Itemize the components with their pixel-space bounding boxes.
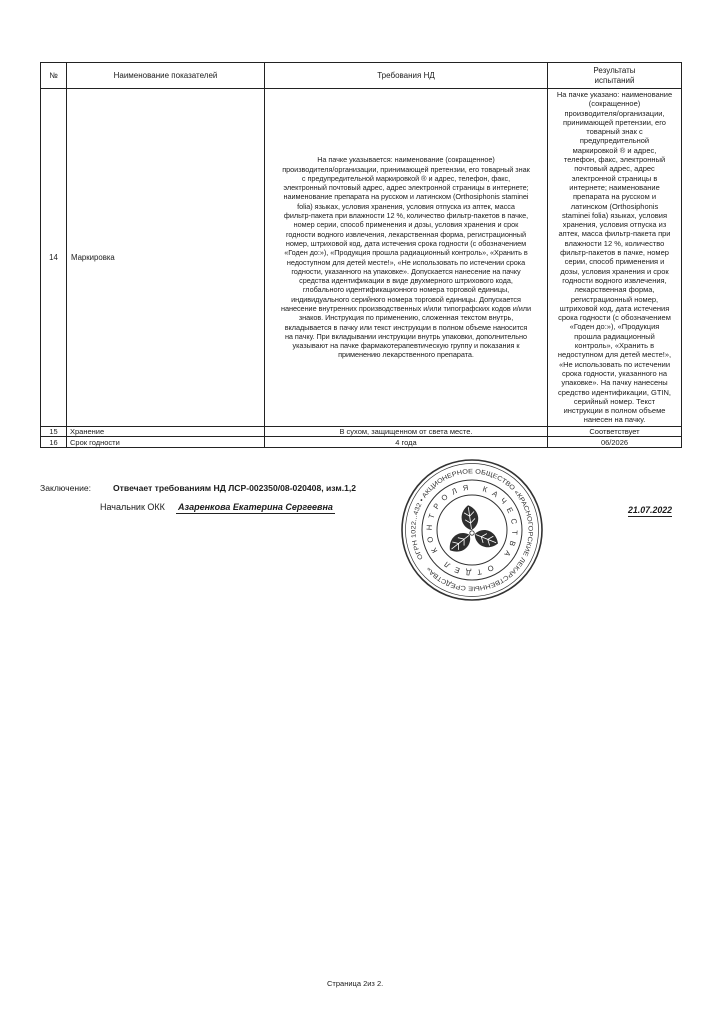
- text-line: регистрационный номер,: [570, 294, 659, 304]
- text-line: интернете; наименование: [569, 182, 660, 192]
- stamp-inner-text: ОТДЕЛ КОНТРОЛЯ КАЧЕСТВА: [424, 482, 520, 578]
- row-requirements: 4 года: [395, 437, 417, 447]
- row-16-num: [41, 437, 67, 448]
- text-line: дозы, условия хранения и срок: [560, 266, 669, 276]
- header-num-label: №: [49, 71, 58, 80]
- text-line: серии, способ применения и: [564, 257, 665, 267]
- text-line: принимающей претензии, его: [563, 117, 666, 127]
- text-line: На пачке указано: наименование: [556, 90, 673, 99]
- text-line: знаков. Инструкция по применению, сложенная текстом внутрь,: [298, 313, 514, 323]
- results-table: [40, 62, 682, 448]
- row-16-result: [548, 437, 682, 448]
- text-line: контроль», «Хранить в: [574, 341, 655, 351]
- text-line: folia) языках, условия хранения, условия отпуска из аптек, масса: [297, 201, 515, 211]
- text-line: нанесение внутренних производственных и/или типографских кодов и/или: [280, 303, 531, 313]
- text-line: «Годен до:»), «Продукция: [569, 322, 660, 332]
- text-line: годности, указанного на упаковке». Допускается нанесение на пачку: [291, 266, 521, 276]
- text-line: наименование препарата на русском и латинском (Orthosiphonis staminei: [283, 192, 529, 202]
- text-line: (сокращенное): [588, 99, 641, 109]
- row-num: 14: [49, 253, 58, 262]
- text-line: staminei folia) языках, условия: [561, 210, 668, 220]
- row-result: Соответствует: [589, 427, 640, 436]
- text-line: индивидуального серийного номера торговой единицы. Допускается: [291, 294, 521, 304]
- row-14-requirements: [265, 89, 548, 427]
- text-line: электронной страницы в: [571, 173, 658, 183]
- text-line: аптек, масса фильтр-пакета при: [558, 229, 671, 239]
- row-14-name: [67, 89, 265, 427]
- text-line: с предупредительной маркировкой ® и адрес, телефон, факс,: [301, 173, 511, 183]
- header-name: [67, 63, 265, 89]
- text-line: электронный почтовый адрес, адрес электронной страницы в интернете;: [283, 183, 529, 193]
- text-line: прошла радиационный: [574, 331, 655, 341]
- row-name: Срок годности: [70, 437, 120, 447]
- text-line: недоступном для детей месте!»,: [557, 350, 672, 360]
- header-results-label-2: испытаний: [594, 76, 635, 85]
- text-line: недоступном для детей месте!», «Не использовать по истечении срока: [286, 257, 526, 267]
- row-15-name: [67, 427, 265, 437]
- text-line: влажности 12 %, количество: [564, 238, 665, 248]
- text-line: телефон, факс, электронный: [563, 155, 666, 165]
- text-line: предупредительной: [579, 136, 650, 146]
- text-line: маркировкой ® и адрес,: [572, 145, 657, 155]
- header-requirements-label: Требования НД: [377, 71, 435, 80]
- text-line: латинском (Orthosiphonis: [570, 201, 659, 211]
- row-16-name: [67, 437, 265, 448]
- row-requirements: В сухом, защищенном от света месте.: [339, 427, 473, 436]
- text-line: срока годности, указанного на: [561, 368, 668, 378]
- text-line: срока годности (с обозначением: [558, 313, 671, 323]
- stamp-rings: [402, 460, 542, 600]
- text-line: годности водного извлечения,: [562, 275, 667, 285]
- stamp-outer-text: ОГРН 1022...432 • АКЦИОНЕРНОЕ ОБЩЕСТВО «КРАСНОГОРСКИЕ ЛЕКАРСТВЕННЫЕ СРЕДСТВА»: [410, 468, 534, 592]
- text-line: штриховой код, дата истечения: [559, 303, 670, 313]
- signatory-position: Начальник ОКК: [100, 502, 165, 512]
- page-number: Страница 2из 2.: [327, 979, 384, 988]
- text-line: фильтр-пакета при влажности 12 %, количество фильтр-пакетов в пачке,: [283, 211, 529, 221]
- row-15-requirements: [265, 427, 548, 437]
- header-results: [548, 63, 682, 89]
- text-line: «Не использовать по истечении: [558, 359, 671, 369]
- row-name: Маркировка: [71, 253, 115, 262]
- text-line: глобального идентификационного номера торговой единицы,: [302, 285, 510, 295]
- text-line: фильтр-пакетов в пачке, номер: [560, 248, 669, 258]
- text-line: производителя/организации, принимающей претензии, его товарный знак: [282, 164, 530, 174]
- row-num: 15: [49, 427, 58, 436]
- quality-control-stamp: [400, 458, 544, 602]
- text-line: средства идентификации в виде двухмерного штрихового кода,: [299, 276, 513, 286]
- text-line: вкладывается в пачку или текст инструкции в полном объеме наносится: [284, 322, 528, 332]
- text-line: инструкции в полном объеме: [563, 406, 666, 416]
- text-line: товарный знак с: [586, 127, 643, 137]
- text-line: «Годен до:»), «Продукция прошла радиационный контроль», «Хранить в: [284, 248, 528, 258]
- text-line: лекарственная форма,: [574, 285, 655, 295]
- row-15-result: [548, 427, 682, 437]
- text-line: препарата на русском и: [572, 192, 657, 202]
- row-result: 06/2026: [600, 437, 629, 447]
- text-line: упаковке». На пачку нанесены: [561, 378, 668, 388]
- text-line: номер, штриховой код, дата истечения срока годности (с обозначением: [285, 238, 527, 248]
- row-name: Хранение: [70, 427, 105, 436]
- text-line: почтовый адрес, адрес: [574, 164, 655, 174]
- text-line: применению лекарственного препарата.: [338, 350, 474, 360]
- header-requirements: [265, 63, 548, 89]
- text-line: На пачке указывается: наименование (сокращенное): [317, 155, 495, 165]
- text-line: средство идентификации, GTIN,: [558, 387, 671, 397]
- conclusion-text: Отвечает требованиям НД ЛСР-002350/08-020408, изм.1,2: [113, 483, 357, 493]
- row-16-requirements: [265, 437, 548, 448]
- row-15-num: [41, 427, 67, 437]
- header-results-label-1: Результаты: [593, 66, 636, 75]
- header-num: [41, 63, 67, 89]
- text-line: на пачку. При вкладывании инструкции внутрь упаковки, дополнительно: [284, 331, 528, 341]
- text-line: указывают на пачке фармакотерапевтическую группу и показания к: [292, 341, 520, 351]
- text-line: производителя/организации,: [564, 108, 665, 118]
- signature-date: 21.07.2022: [628, 505, 673, 515]
- row-num: 16: [49, 437, 58, 447]
- text-line: номер серии, способ применения и дозы, условия хранения и срок: [293, 220, 519, 230]
- row-14-results: [548, 89, 682, 427]
- text-line: годности водного извлечения, лекарственная форма, регистрационный: [285, 229, 527, 239]
- signatory-name: Азаренкова Екатерина Сергеевна: [178, 502, 333, 512]
- header-name-label: Наименование показателей: [113, 71, 218, 80]
- conclusion-label: Заключение:: [40, 483, 92, 493]
- row-14-num: [41, 89, 67, 427]
- text-line: серийный номер. Текст: [573, 396, 656, 406]
- text-line: нанесен на пачку.: [583, 415, 646, 425]
- three-leaves-icon: [445, 504, 501, 557]
- text-line: хранения, условия отпуска из: [562, 220, 667, 230]
